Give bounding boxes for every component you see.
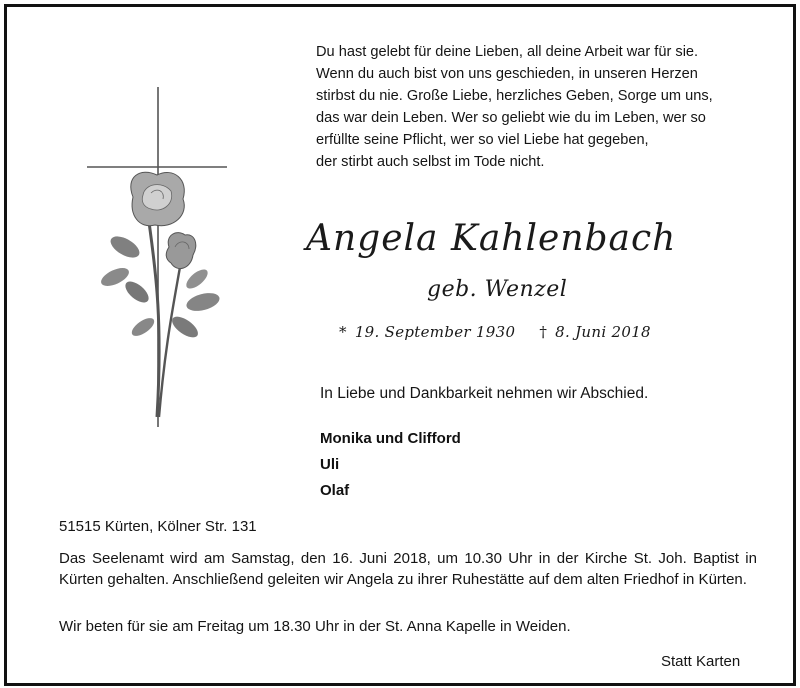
maiden-name: geb. Wenzel [427, 277, 568, 302]
mourner-name: Monika und Clifford [320, 430, 461, 447]
rose-icon [98, 172, 221, 417]
notice-frame [4, 4, 796, 686]
poem-line: Du hast gelebt für deine Lieben, all deine Arbeit war für sie. [316, 44, 699, 60]
memorial-poem [316, 41, 756, 173]
poem-line: das war dein Leben. Wer so geliebt wie du im Leben, wer so [316, 110, 706, 126]
cross-rose-illustration [85, 87, 235, 432]
deceased-name: Angela Kahlenbach [306, 218, 677, 259]
cross-icon [87, 87, 227, 427]
service-details: Das Seelenamt wird am Samstag, den 16. Juni 2018, um 10.30 Uhr in der Kirche St. Joh. Baptist in Kürten gehalten. Anschließend geleiten wir Angela zu ihrer Ruhestätte auf dem alten Friedhof in Kürten. [59, 550, 757, 588]
closing-note: Statt Karten [661, 653, 741, 670]
poem-line: Wenn du auch bist von uns geschieden, in unseren Herzen [316, 66, 698, 82]
mourner-name: Olaf [320, 482, 350, 499]
birth-symbol: * [339, 323, 347, 341]
poem-line: der stirbt auch selbst im Tode nicht. [316, 154, 545, 170]
life-dates [339, 323, 651, 341]
death-symbol: † [539, 323, 548, 341]
poem-line: erfüllte seine Pflicht, wer so viel Liebe hat gegeben, [316, 132, 649, 148]
farewell-text: In Liebe und Dankbarkeit nehmen wir Abschied. [320, 385, 649, 402]
address: 51515 Kürten, Kölner Str. 131 [59, 518, 257, 535]
birth-date: 19. September 1930 [354, 323, 516, 341]
death-date: 8. Juni 2018 [555, 323, 651, 341]
mourner-name: Uli [320, 456, 340, 473]
prayer-note: Wir beten für sie am Freitag um 18.30 Uhr in der St. Anna Kapelle in Weiden. [59, 618, 571, 635]
mourners-list [320, 426, 461, 504]
poem-line: stirbst du nie. Große Liebe, herzliches Geben, Sorge um uns, [316, 88, 713, 104]
